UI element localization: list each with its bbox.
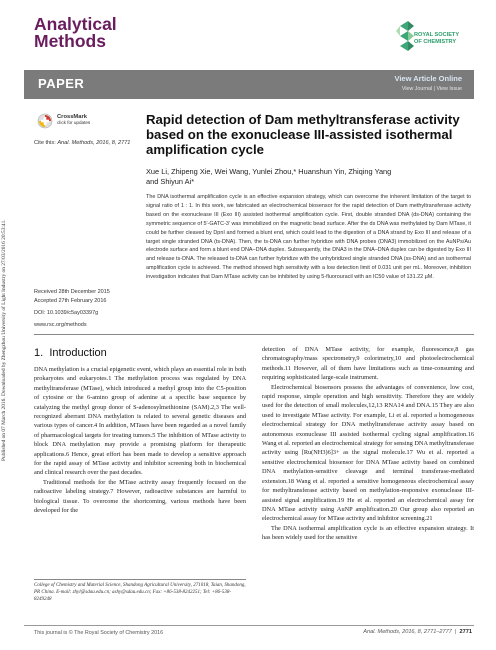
journal-title[interactable] — [34, 16, 117, 50]
section-number: 1. — [34, 347, 44, 359]
view-journal-issue-links[interactable]: View Journal | View Issue — [401, 86, 462, 92]
abstract: The DNA isothermal amplification cycle is an effective expansion strategy, which can overcome the inherent limitation of the target to signal ratio of 1 : 1. In this work, we fabricated an electrochemical biosensor for the rapid detection of Dam methyltransferase activity based on the exonuclease III (Exo III) assisted isothermal amplification cycle. First, double stranded DNA (ds-DNA) containing the symmetric sequence of 5′-GATC-3′ was immobilized on the magnetic bead surface. After the ds DNA was methylated by Dam MTase, it could be further cleaved by DpnI and formed a blunt end, which could lead to the digestion of a DNA strand by Exo III and release of a target single stranded DNA (ts-DNA). Then, the ts-DNA can further hybridize with DNA probes (DNA3) immobilized on the AuNPs/Au electrode surface and form a blunt end DNA–DNA duplex. Subsequently, the DNA3 in the DNA–DNA duplex can be digested by Exo III and release ts-DNA. The released ts-DNA can further hybridize with the unhybridized single stranded DNA (ss-DNA) and an isothermal amplification cycle is achieved. The method showed high sensitivity with a low detection limit of 0.031 unit per mL. Moreover, inhibition investigation indicates that Dam MTase activity can be inhibited by using 5-fluorouracil with an IC50 value of 131.22 μM. — [146, 194, 471, 281]
body-column-right — [262, 345, 474, 543]
journal-title-line1: Analytical — [34, 14, 117, 34]
article-metadata — [34, 288, 110, 330]
section-divider — [34, 334, 474, 335]
received-date: Received 28th December 2015 — [34, 289, 110, 295]
author-list-line2: and Shiyun Ai* — [146, 177, 195, 186]
article-type-label: PAPER — [38, 76, 85, 91]
journal-url-link[interactable]: www.rsc.org/methods — [34, 322, 87, 328]
cite-prefix: Cite this: — [34, 140, 56, 146]
article-type-banner — [24, 70, 474, 99]
copyright-footer: This journal is © The Royal Society of Chemistry 2016 — [34, 630, 164, 636]
citation-line — [34, 140, 130, 146]
section-title: Introduction — [49, 347, 107, 359]
accepted-date: Accepted 27th February 2016 — [34, 298, 107, 304]
cite-reference: Anal. Methods, 2016, 8, 2771 — [57, 140, 131, 146]
rsc-line2: OF CHEMISTRY — [414, 38, 457, 45]
author-list — [146, 167, 471, 187]
footer-rule — [24, 625, 474, 626]
paragraph: DNA methylation is a crucial epigenetic event, which plays an essential role in both prokaryotes and eukaryotes.1 The methylation process was regulated by DNA methyltransferase (MTase), which introduced a methyl group into the C5-position of cytosine or the 6-amino group of adenine at a specific base sequence by catalyzing the methyl group donor of S-adenosylmethionine (SAM).2,3 The well-recognized aberrant DNA methylation is related to several genetic diseases and various types of cancer.4 In addition, MTases have been regarded as a novel family of pharmacological targets for treating tumors.5 The inhibition of MTase activity to block DNA methylation may provide a promising platform for therapeutic applications.6 Hence, great effort has been made to develop a sensitive approach for the rapid assay of MTase activity and inhibitor screening both in biochemical and clinical research over the past decades. — [34, 366, 246, 477]
footer-citation: Anal. Methods, 2016, 8, 2771–2777 — [363, 629, 452, 635]
page-footer: Anal. Methods, 2016, 8, 2771–2777 | 2771 — [363, 629, 472, 635]
view-article-online-link[interactable]: View Article Online — [394, 74, 462, 83]
crossmark-subtitle: click for updates — [57, 120, 91, 125]
doi-link[interactable]: DOI: 10.1039/c5ay03397g — [34, 310, 99, 316]
rsc-line1: ROYAL SOCIETY — [414, 32, 460, 38]
section-heading — [34, 347, 107, 359]
paragraph: detection of DNA MTase activity, for example, fluorescence,8 gas chromatography/mass spectrometry,9 colorimetry,10 and photoelectrochemical methods.11 However, all of them have limitations such as time-consuming and requiring sophisticated large-scale instrument. — [262, 346, 474, 382]
article-title: Rapid detection of Dam methyltransferase activity based on the exonuclease III-assisted isothermal amplification cycle — [146, 112, 460, 157]
affiliation-footnote: College of Chemistry and Material Science, Shandong Agricultural University, 271018, Taian, Shandong, PR China. E-mail: zhyl@sdau.edu.cn; ashy@sdau.edu.cn; Fax: +86-538-8242251; Tel: +86-538-8249248 — [34, 583, 246, 602]
page-number: 2771 — [459, 629, 472, 635]
author-list-line1: Xue Li, Zhipeng Xie, Wei Wang, Yunlei Zhou,* Huanshun Yin, Zhiqing Yang — [146, 167, 392, 176]
download-side-note: Published on 07 March 2016. Downloaded by Zhengzhou University of Light Industry on 27/03/2016 20:53:41. — [1, 219, 7, 461]
journal-title-line2: Methods — [34, 31, 106, 51]
footnote-rule — [34, 579, 246, 580]
paragraph: Traditional methods for the MTase activity assay frequently focused on the radioactive labeling strategy.7 However, radioactive substances are harmful to biological tissue. To overcome the shortcoming, various methods have been developed for the — [34, 478, 246, 515]
crossmark-label[interactable] — [57, 114, 90, 126]
rsc-wordmark — [414, 32, 459, 45]
body-column-left — [34, 365, 246, 516]
crossmark-title: CrossMark — [57, 114, 87, 120]
paragraph: Electrochemical biosensors possess the advantages of convenience, low cost, rapid response, simple operation and high sensitivity. Therefore they are widely used for the detection of small molecules,12,13 RNA14 and DNA.15 They are also used to investigate MTase activity. For example, Li et al. reported a homogeneous electrochemical strategy for DNA methyltransferase activity assay based on autonomous exonuclease III assisted isothermal cycling signal amplification.16 Wang et al. reported an electrochemical strategy for sensing DNA methyltransferase activity using [Ru(NH3)6]3+ as the signal molecule.17 Wu et al. reported a sensitive electrochemical biosensor for DNA MTase activity based on combined DNA methylation-sensitive cleavage and terminal transferase-mediated extension.18 Wang et al. reported a sensitive homogeneous electrochemical assay for methyltransferase activity based on methylation-responsive exonuclease III-assisted signal amplification.19 He et al. reported an electrochemical assay for DNA MTase activity using AuNP amplification.20 Our group also reported an electrochemical assay for MTase activity and inhibitor screening.21 — [262, 383, 474, 523]
paragraph: The DNA isothermal amplification cycle is an effective expansion strategy. It has been widely used for the sensitive — [262, 524, 474, 542]
